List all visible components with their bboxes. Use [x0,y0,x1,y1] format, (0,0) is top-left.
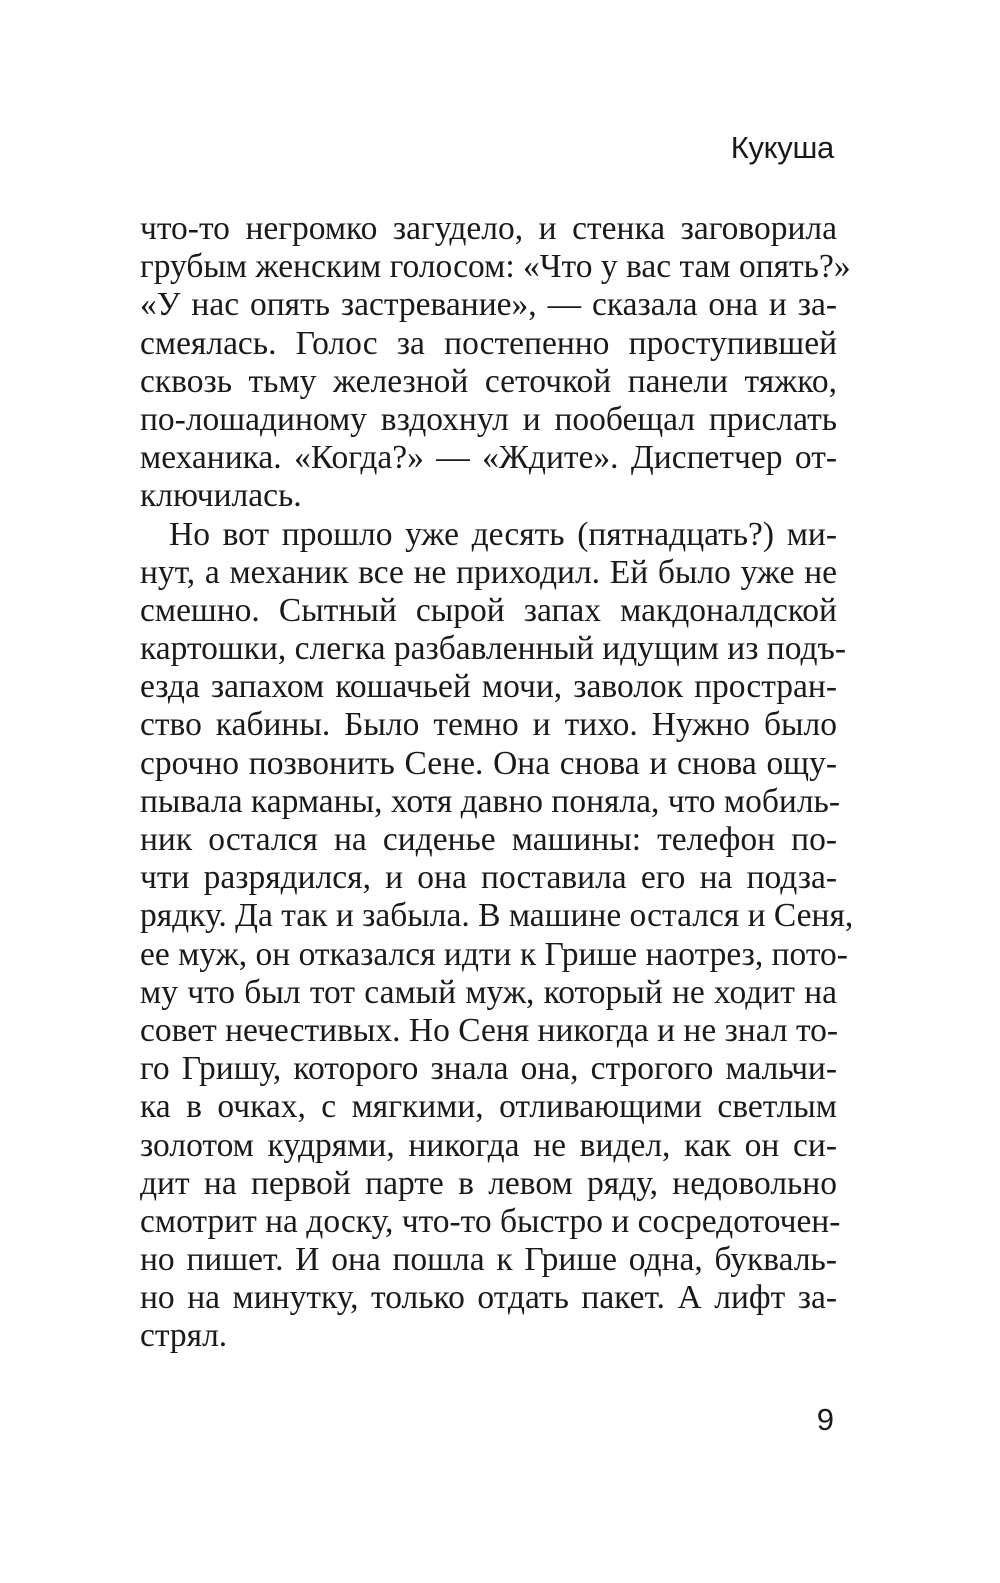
text-line: ключилась. [140,477,302,515]
text-line: ка в очках, с мягкими, отливающими светлым [140,1088,837,1126]
text-line: сквозь тьму железной сеточкой панели тяжко, [140,362,837,400]
text-line: смотрит на доску, что-то быстро и сосредоточен- [140,1202,841,1240]
text-line: чти разрядился, и она поставила его на подза- [140,859,837,897]
text-line: Но вот прошло уже десять (пятнадцать?) ми- [169,515,837,553]
text-line: «У нас опять застревание», — сказала она и за- [140,286,837,324]
text-line: ник остался на сиденье машины: телефон по- [140,821,837,858]
text-line: смешно. Сытный сырой запах макдоналдской [140,591,837,629]
text-line: стрял. [140,1317,228,1355]
text-line: но пишет. И она пошла к Грише одна, букваль- [140,1241,837,1279]
text-line: совет нечестивых. Но Сеня никогда и не знал то- [140,1011,839,1049]
text-line: ее муж, он отказался идти к Грише наотрез, пото- [140,935,848,973]
text-line: пывала карманы, хотя давно поняла, что мобиль- [140,782,840,820]
text-line: му что был тот самый муж, который не ходит на [140,973,837,1011]
text-line: дит на первой парте в левом ряду, недовольно [140,1164,837,1202]
text-line: что-то негромко загудело, и стенка заговорила [140,210,837,247]
text-line: нут, а механик все не приходил. Ей было уже не [140,553,837,591]
text-line: механика. «Когда?» — «Ждите». Диспетчер от- [140,439,837,477]
body-text [140,210,854,1356]
text-line: грубым женским голосом: «Что у вас там опять?» [140,248,851,286]
text-line: езда запахом кошачьей мочи, заволок простран- [140,668,837,706]
page-number: 9 [816,1402,834,1437]
text-line: по-лошадиному вздохнул и пообещал прислать [140,400,837,438]
text-line: смеялась. Голос за постепенно проступившей [140,324,837,362]
text-line: рядку. Да так и забыла. В машине остался и Сеня, [140,897,854,935]
text-line: ство кабины. Было темно и тихо. Нужно было [140,706,837,744]
text-line: картошки, слегка разбавленный идущим из подъ- [140,630,847,668]
running-title: Кукуша [730,130,834,165]
text-line: но на минутку, только отдать пакет. А лифт за- [140,1279,837,1317]
text-line: го Гришу, которого знала она, строгого мальчи- [140,1050,837,1088]
text-line: срочно позвонить Сене. Она снова и снова ощу- [140,744,837,782]
text-line: золотом кудрями, никогда не видел, как он си- [140,1126,837,1164]
